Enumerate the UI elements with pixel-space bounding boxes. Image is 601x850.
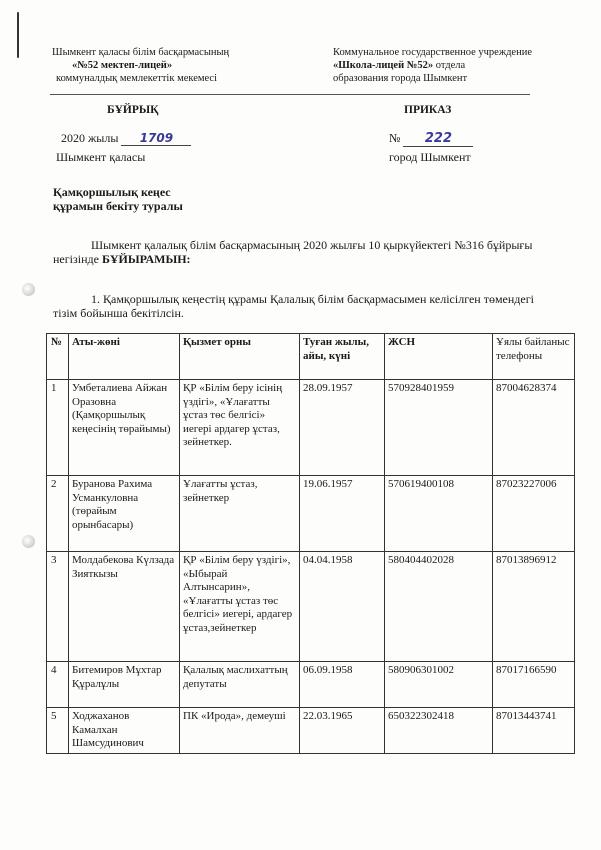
header-right-line-2b: отдела (435, 60, 466, 71)
council-table (46, 333, 575, 754)
city-ru: город Шымкент (389, 150, 471, 164)
cell-phone: 87013896912 (493, 552, 575, 662)
cell-number: 1 (47, 380, 69, 476)
handwritten-kz-number: 1709 (121, 131, 191, 146)
header-right-line-1: Коммунальное государственное учреждение (333, 47, 532, 58)
col-header-iin: ЖСН (385, 334, 493, 380)
command-text: БҰЙЫРАМЫН: (101, 252, 191, 266)
cell-number: 4 (47, 662, 69, 708)
cell-workplace: ПК «Ирода», демеуші (180, 708, 300, 754)
subject-line-1: Қамқоршылық кеңес (53, 185, 171, 199)
table-row (47, 662, 575, 708)
header-left-line-3: коммуналдық мемлекеттік мекемесі (56, 73, 218, 84)
col-header-birthdate: Туған жылы, айы, күні (300, 334, 385, 380)
col-header-number: № (47, 334, 69, 380)
year-label: 2020 жылы (61, 131, 119, 145)
table-header-row (47, 334, 575, 380)
subject-line-2: құрамын бекіту туралы (53, 199, 183, 213)
cell-iin: 650322302418 (385, 708, 493, 754)
cell-iin: 570619400108 (385, 476, 493, 552)
cell-workplace: ҚР «Білім беру үздігі», «Ыбырай Алтынсарин», «Ұлағатты ұстаз төс белгісі» иегері, ардагер ұстаз,зейнеткер (180, 552, 300, 662)
header-right (333, 46, 573, 85)
cell-birthdate: 28.09.1957 (300, 380, 385, 476)
cell-birthdate: 22.03.1965 (300, 708, 385, 754)
cell-iin: 580906301002 (385, 662, 493, 708)
cell-workplace: Ұлағатты ұстаз, зейнеткер (180, 476, 300, 552)
cell-phone: 87023227006 (493, 476, 575, 552)
number-sign: № (389, 131, 401, 145)
cell-workplace: Қалалық маслихаттың депутаты (180, 662, 300, 708)
header-right-line-3: образования города Шымкент (333, 73, 468, 84)
cell-birthdate: 06.09.1958 (300, 662, 385, 708)
cell-number: 5 (47, 708, 69, 754)
header-divider (50, 94, 530, 95)
cell-iin: 570928401959 (385, 380, 493, 476)
intro-text: Шымкент қалалық білім басқармасының 2020 жылғы 10 қыркүйектегі №316 бұйрығы негізінде (53, 238, 533, 266)
punch-hole (22, 535, 35, 548)
table-row (47, 380, 575, 476)
punch-hole (22, 283, 35, 296)
cell-phone: 87017166590 (493, 662, 575, 708)
order-subject (53, 185, 183, 213)
cell-iin: 580404402028 (385, 552, 493, 662)
table-row (47, 552, 575, 662)
cell-name: Умбеталиева Айжан Оразовна (Қамқоршылық кеңесінің төрайымы) (69, 380, 180, 476)
col-header-phone: Ұялы байланыс телефоны (493, 334, 575, 380)
body-intro (53, 238, 568, 266)
table-row (47, 476, 575, 552)
margin-pen-mark (17, 12, 19, 58)
city-kz: Шымкент қаласы (56, 150, 146, 164)
cell-number: 3 (47, 552, 69, 662)
header-left (52, 46, 272, 85)
header-left-line-2: «№52 мектеп-лицей» (72, 60, 173, 71)
col-header-name: Аты-жөні (69, 334, 180, 380)
cell-birthdate: 04.04.1958 (300, 552, 385, 662)
header-right-line-2: «Школа-лицей №52» (333, 60, 434, 71)
order-title-kz: БҰЙРЫҚ (107, 104, 159, 116)
handwritten-ru-number: 222 (403, 131, 473, 147)
cell-phone: 87004628374 (493, 380, 575, 476)
cell-name: Ходжаханов Камалхан Шамсудинович (69, 708, 180, 754)
order-number-ru (389, 131, 473, 147)
cell-workplace: ҚР «Білім беру ісінің үздігі», «Ұлағатты ұстаз төс белгісі» иегері ардагер ұстаз, зейнеткер. (180, 380, 300, 476)
order-date-kz (61, 131, 191, 146)
cell-name: Битемиров Мұхтар Құралұлы (69, 662, 180, 708)
table-row (47, 708, 575, 754)
cell-birthdate: 19.06.1957 (300, 476, 385, 552)
body-item-1: 1. Қамқоршылық кеңестің құрамы Қалалық білім басқармасымен келісілген төмендегі тізім бойынша бекітілсін. (53, 292, 534, 320)
cell-number: 2 (47, 476, 69, 552)
cell-name: Молдабекова Күлзада Зияткызы (69, 552, 180, 662)
cell-phone: 87013443741 (493, 708, 575, 754)
col-header-workplace: Қызмет орны (180, 334, 300, 380)
cell-name: Буранова Рахима Усманкуловна (төрайым орынбасары) (69, 476, 180, 552)
order-title-ru: ПРИКАЗ (404, 104, 452, 116)
header-left-line-1: Шымкент қаласы білім басқармасының (52, 47, 230, 58)
